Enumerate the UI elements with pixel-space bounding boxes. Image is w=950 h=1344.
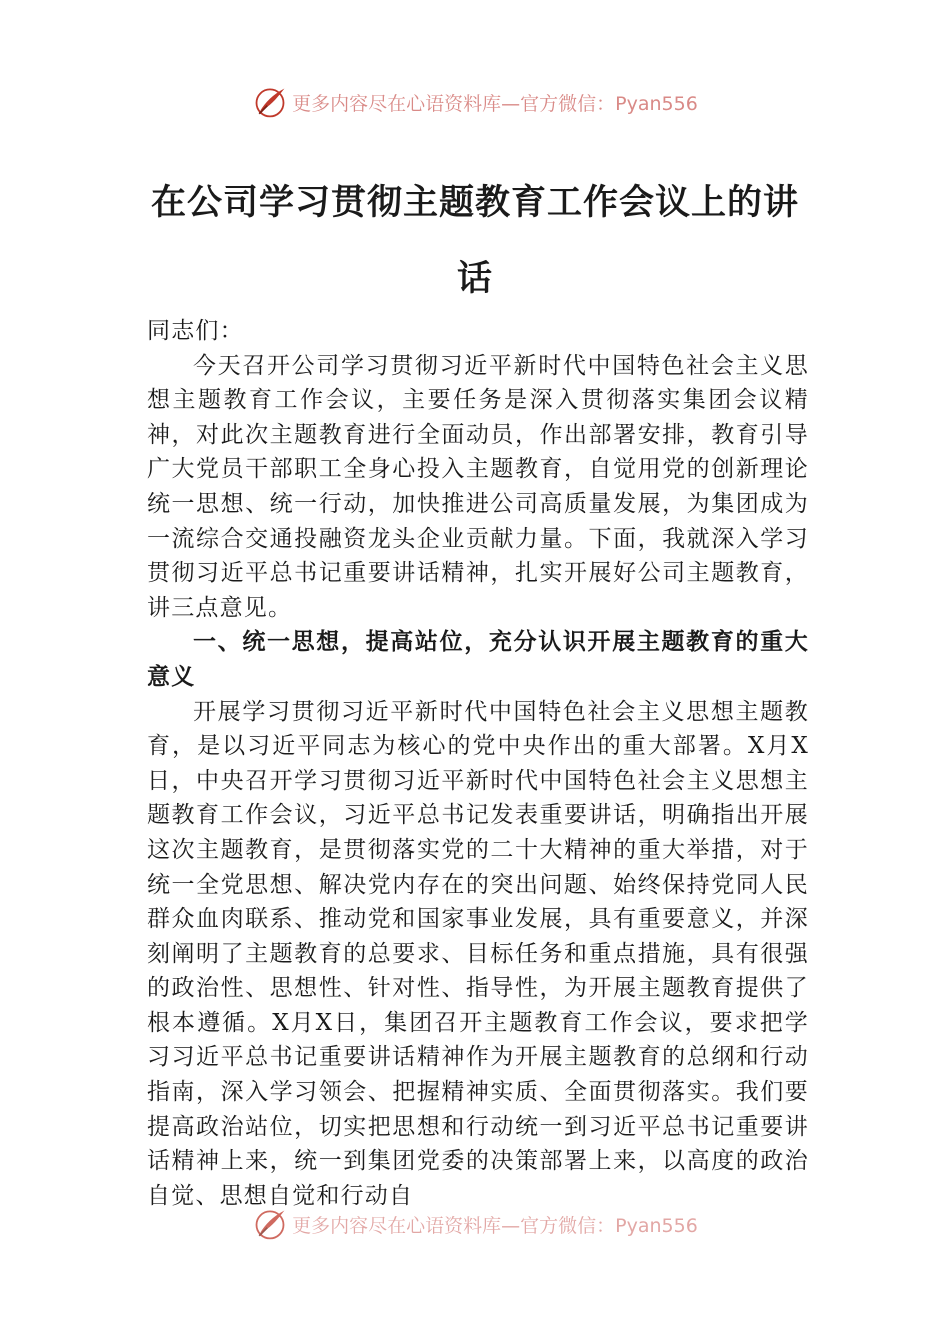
footer-watermark (0, 1204, 950, 1244)
salutation: 同志们： (147, 318, 244, 344)
document-title: 在公司学习贯彻主题教育工作会议上的讲话 (150, 182, 799, 299)
quill-logo-icon (252, 84, 288, 120)
quill-logo-icon (252, 1206, 288, 1242)
document-body (147, 314, 809, 1218)
opening-paragraph: 今天召开公司学习贯彻习近平新时代中国特色社会主义思想主题教育工作会议，主要任务是深入贯彻落实集团会议精神，对此次主题教育进行全面动员，作出部署安排，教育引导广大党员干部职工全身心投入主题教育，自觉用党的创新理论统一思想、统一行动，加快推进公司高质量发展，为集团成为一流综合交通投融资龙头企业贡献力量。下面，我就深入学习贯彻习近平总书记重要讲话精神，扎实开展好公司主题教育，讲三点意见。 (147, 352, 809, 621)
section-paragraph: 开展学习贯彻习近平新时代中国特色社会主义思想主题教育，是以习近平同志为核心的党中央作出的重大部署。X月X日，中央召开学习贯彻习近平新时代中国特色社会主义思想主题教育工作会议，习近平总书记发表重要讲话，明确指出开展这次主题教育，是贯彻落实党的二十大精神的重大举措，对于统一全党思想、解决党内存在的突出问题、始终保持党同人民群众血肉联系、推动党和国家事业发展，具有重要意义，并深刻阐明了主题教育的总要求、目标任务和重点措施，具有很强的政治性、思想性、针对性、指导性，为开展主题教育提供了根本遵循。X月X日，集团召开主题教育工作会议，要求把学习习近平总书记重要讲话精神作为开展主题教育的总纲和行动指南，深入学习领会、把握精神实质、全面贯彻落实。我们要提高政治站位，切实把思想和行动统一到习近平总书记重要讲话精神上来，统一到集团党委的决策部署上来，以高度的政治自觉、思想自觉和行动自 (147, 698, 809, 1209)
watermark-text: 更多内容尽在心语资料库—官方微信：Pyan556 (292, 92, 698, 115)
watermark-text: 更多内容尽在心语资料库—官方微信：Pyan556 (292, 1214, 698, 1237)
section-heading: 一、统一思想，提高站位，充分认识开展主题教育的重大意义 (147, 629, 809, 690)
header-watermark (0, 82, 950, 122)
